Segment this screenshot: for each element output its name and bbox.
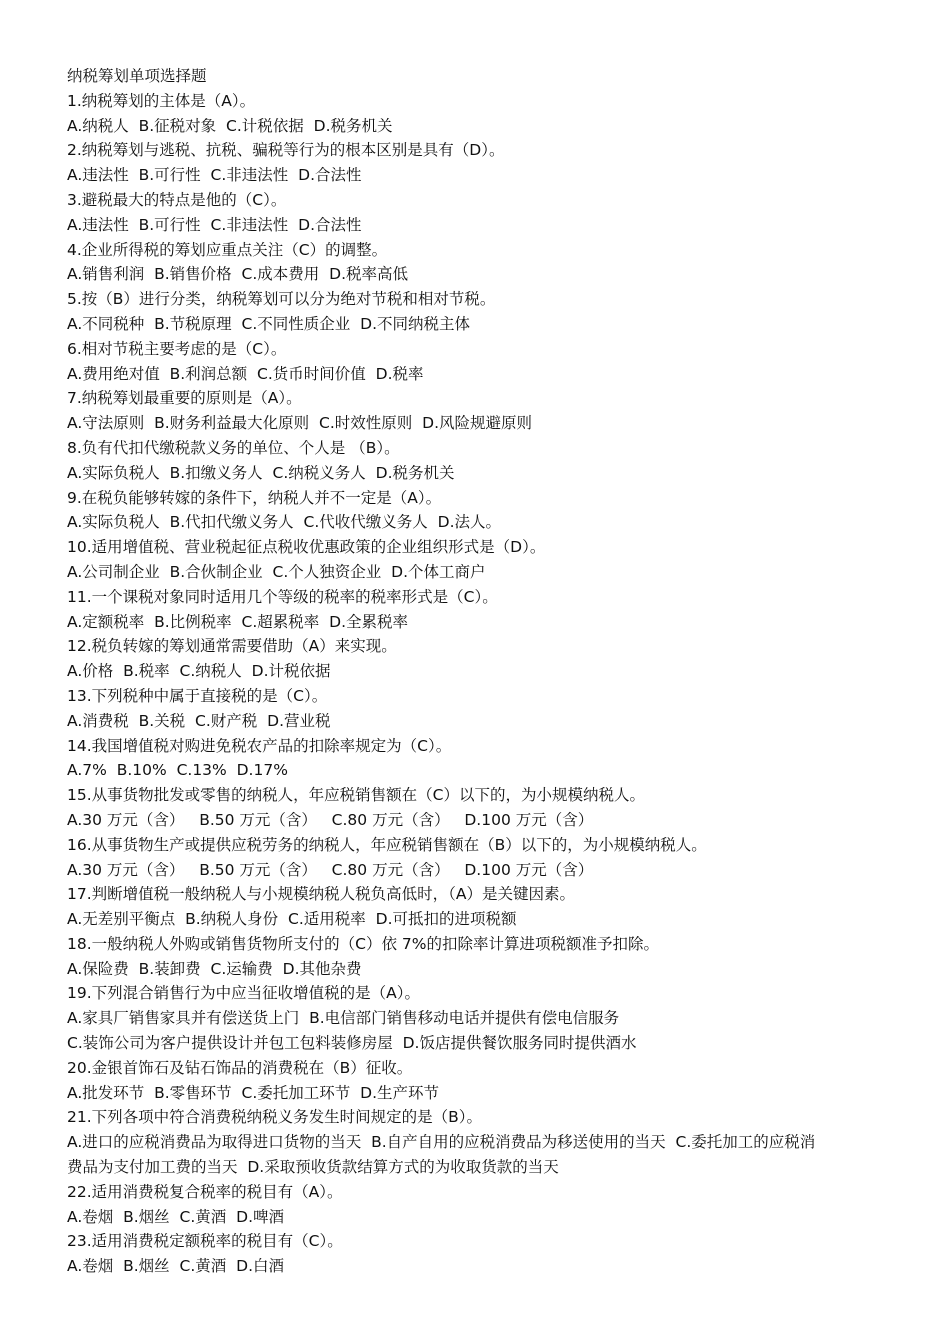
text-line: 6.相对节税主要考虑的是（C）。 (67, 339, 287, 358)
text-line: A.进口的应税消费品为取得进口货物的当天 B.自产自用的应税消费品为移送使用的当天 C.委托加工的应税消 (67, 1133, 816, 1152)
text-line: A.卷烟 B.烟丝 C.黄酒 D.白酒 (67, 1257, 284, 1276)
text-line: A.实际负税人 B.代扣代缴义务人 C.代收代缴义务人 D.法人。 (67, 513, 501, 532)
text-line: 11.一个课税对象同时适用几个等级的税率的税率形式是（C）。 (67, 587, 498, 606)
text-line: A.销售利润 B.销售价格 C.成本费用 D.税率高低 (67, 265, 408, 284)
text-line: 16.从事货物生产或提供应税劳务的纳税人，年应税销售额在（B）以下的，为小规模纳税人。 (67, 835, 707, 854)
text-line: A.30 万元（含） B.50 万元（含） C.80 万元（含） D.100 万元（含） (67, 860, 594, 879)
text-line: 17.判断增值税一般纳税人与小规模纳税人税负高低时，（A）是关键因素。 (67, 885, 576, 904)
document-title: 纳税筹划单项选择题 (67, 67, 207, 85)
text-line: C.装饰公司为客户提供设计并包工包料装修房屋 D.饭店提供餐饮服务同时提供酒水 (67, 1034, 637, 1053)
text-line: A.纳税人 B.征税对象 C.计税依据 D.税务机关 (67, 116, 393, 135)
text-line: A.消费税 B.关税 C.财产税 D.营业税 (67, 711, 331, 730)
text-line: 22.适用消费税复合税率的税目有（A）。 (67, 1182, 343, 1201)
question-list (67, 89, 887, 1279)
text-line: A.保险费 B.装卸费 C.运输费 D.其他杂费 (67, 959, 362, 978)
document-page (67, 64, 887, 1279)
text-line: 8.负有代扣代缴税款义务的单位、个人是 （B）。 (67, 438, 400, 457)
text-line: 14.我国增值税对购进免税农产品的扣除率规定为（C）。 (67, 736, 452, 755)
text-line: 4.企业所得税的筹划应重点关注（C）的调整。 (67, 240, 388, 259)
text-line: A.不同税种 B.节税原理 C.不同性质企业 D.不同纳税主体 (67, 314, 470, 333)
text-line: A.费用绝对值 B.利润总额 C.货币时间价值 D.税率 (67, 364, 424, 383)
text-line: A.实际负税人 B.扣缴义务人 C.纳税义务人 D.税务机关 (67, 463, 455, 482)
text-line: 20.金银首饰石及钻石饰品的消费税在（B）征收。 (67, 1058, 413, 1077)
text-line: 3.避税最大的特点是他的（C）。 (67, 190, 287, 209)
text-line: A.价格 B.税率 C.纳税人 D.计税依据 (67, 662, 331, 681)
text-line: 2.纳税筹划与逃税、抗税、骗税等行为的根本区别是具有（D）。 (67, 141, 505, 160)
text-line: 费品为支付加工费的当天 D.采取预收货款结算方式的为收取货款的当天 (67, 1158, 559, 1177)
text-line: A.公司制企业 B.合伙制企业 C.个人独资企业 D.个体工商户 (67, 562, 486, 581)
text-line: A.批发环节 B.零售环节 C.委托加工环节 D.生产环节 (67, 1083, 439, 1102)
text-line: 1.纳税筹划的主体是（A）。 (67, 91, 256, 110)
text-line: 19.下列混合销售行为中应当征收增值税的是（A）。 (67, 984, 421, 1003)
text-line: A.卷烟 B.烟丝 C.黄酒 D.啤酒 (67, 1207, 284, 1226)
text-line: 18.一般纳税人外购或销售货物所支付的（C）依 7%的扣除率计算进项税额准予扣除。 (67, 934, 659, 953)
text-line: A.违法性 B.可行性 C.非违法性 D.合法性 (67, 215, 362, 234)
text-line: 9.在税负能够转嫁的条件下，纳税人并不一定是（A）。 (67, 488, 442, 507)
text-line: 13.下列税种中属于直接税的是（C）。 (67, 686, 328, 705)
text-line: 5.按（B）进行分类，纳税筹划可以分为绝对节税和相对节税。 (67, 290, 496, 309)
text-line: A.无差别平衡点 B.纳税人身份 C.适用税率 D.可抵扣的进项税额 (67, 910, 517, 929)
text-line: A.7% B.10% C.13% D.17% (67, 761, 288, 780)
text-line: 23.适用消费税定额税率的税目有（C）。 (67, 1232, 343, 1251)
text-line: A.30 万元（含） B.50 万元（含） C.80 万元（含） D.100 万元（含） (67, 810, 594, 829)
text-line: A.违法性 B.可行性 C.非违法性 D.合法性 (67, 166, 362, 185)
text-line: A.守法原则 B.财务利益最大化原则 C.时效性原则 D.风险规避原则 (67, 414, 532, 433)
text-line: 7.纳税筹划最重要的原则是（A）。 (67, 389, 302, 408)
text-line: 10.适用增值税、营业税起征点税收优惠政策的企业组织形式是（D）。 (67, 538, 546, 557)
text-line: A.家具厂销售家具并有偿送货上门 B.电信部门销售移动电话并提供有偿电信服务 (67, 1009, 620, 1028)
text-line: A.定额税率 B.比例税率 C.超累税率 D.全累税率 (67, 612, 408, 631)
text-line: 12.税负转嫁的筹划通常需要借助（A）来实现。 (67, 637, 397, 656)
text-line: 15.从事货物批发或零售的纳税人，年应税销售额在（C）以下的，为小规模纳税人。 (67, 786, 645, 805)
text-line: 21.下列各项中符合消费税纳税义务发生时间规定的是（B）。 (67, 1108, 483, 1127)
